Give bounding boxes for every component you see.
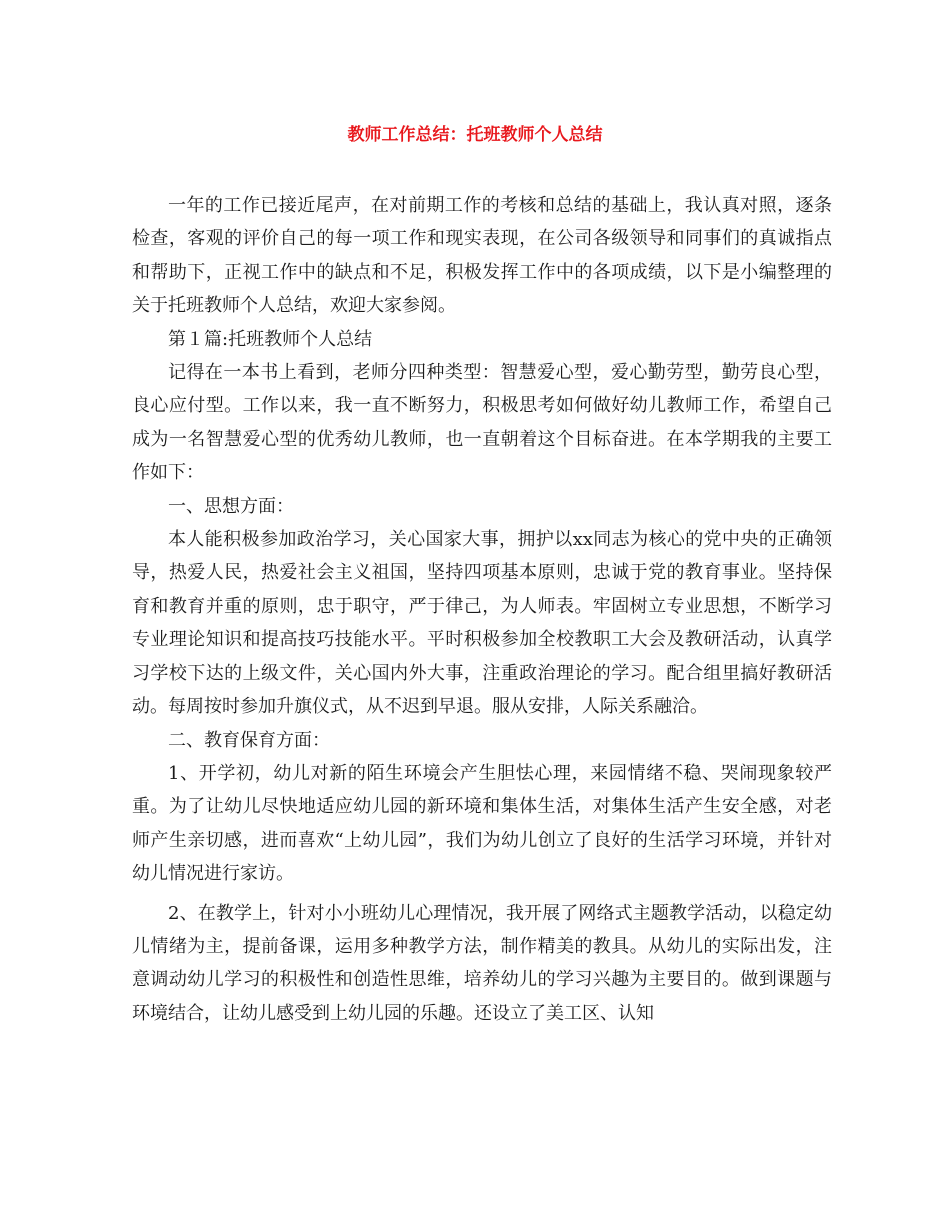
paragraph-intro: 一年的工作已接近尾声，在对前期工作的考核和总结的基础上，我认真对照，逐条检查，客观的评价自己的每一项工作和现实表现，在公司各级领导和同事们的真诚指点和帮助下，正视工作中的缺点和不足，积极发挥工作中的各项成绩，以下是小编整理的关于托班教师个人总结，欢迎大家参阅。 [132,195,832,317]
paragraph-ideology: 本人能积极参加政治学习，关心国家大事，拥护以xx同志为核心的党中央的正确领导，热爱人民，热爱社会主义祖国，坚持四项基本原则，忠诚于党的教育事业。坚持保育和教育并重的原则，忠于职守，严于律己，为人师表。牢固树立专业思想，不断学习专业理论知识和提高技巧技能水平。平时积极参加全校教职工大会及教研活动，认真学习学校下达的上级文件，关心国内外大事，注重政治理论的学习。配合组里搞好教研活动。每周按时参加升旗仪式，从不迟到早退。服从安排，人际关系融洽。 [132,529,832,718]
paragraph-article-heading: 第１篇:托班教师个人总结 [168,328,373,350]
document-title: 教师工作总结：托班教师个人总结 [347,125,603,145]
paragraph-teacher-types: 记得在一本书上看到，老师分四种类型：智慧爱心型，爱心勤劳型，勤劳良心型，良心应付型。工作以来，我一直不断努力，积极思考如何做好幼儿教师工作，希望自己成为一名智慧爱心型的优秀幼儿教师，也一直朝着这个目标奋进。在本学期我的主要工作如下： [132,362,832,484]
paragraph-education-1: 1、开学初，幼儿对新的陌生环境会产生胆怯心理，来园情绪不稳、哭闹现象较严重。为了让幼儿尽快地适应幼儿园的新环境和集体生活，对集体生活产生安全感，对老师产生亲切感，进而喜欢“上幼儿园”，我们为幼儿创立了良好的生活学习环境，并针对幼儿情况进行家访。 [132,762,832,885]
document-body [132,189,832,1030]
section-heading-ideology: 一、思想方面： [168,495,294,517]
section-heading-education: 二、教育保育方面： [168,729,330,751]
paragraph-education-2: 2、在教学上，针对小小班幼儿心理情况，我开展了网络式主题教学活动，以稳定幼儿情绪为主，提前备课，运用多种教学方法，制作精美的教具。从幼儿的实际出发，注意调动幼儿学习的积极性和创造性思维，培养幼儿的学习兴趣为主要目的。做到课题与环境结合，让幼儿感受到上幼儿园的乐趣。还设立了美工区、认知 [132,902,832,1024]
